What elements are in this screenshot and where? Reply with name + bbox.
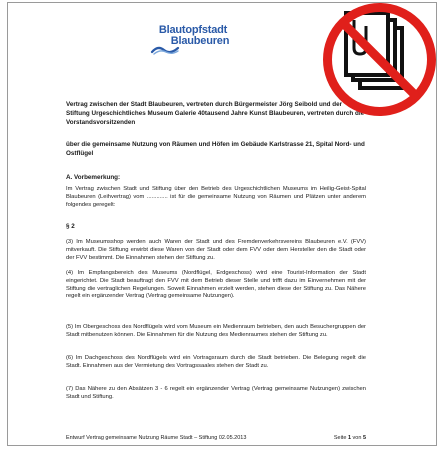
clause-4: (4) Im Empfangsbereich des Museums (Nordflügel, Erdgeschoss) wird eine Tourist-Information der Stadt eingerichtet. Die Stadt beauftragt den FVV mit dem Betrieb dieser Stelle und trifft dazu im Einvernehmen mit der Stiftung die vertraglichen Regelungen. Soweit Einnahmen erzielt werden, stehen diese der Stiftung zu. Das Nähere regelt ein ergänzender Vertrag (Vertrag gemeinsame Nutzungen).	[66, 270, 366, 300]
logo-line1: Blautopfstadt	[158, 24, 228, 36]
contract-title: Vertrag zwischen der Stadt Blaubeuren, vertreten durch Bürgermeister Jörg Seibold und der Stiftung Urgeschichtliches Museum Galerie 40tausend Jahre Kunst Blaubeuren, vertreten durch die Vorstandsvorsitzenden	[66, 101, 365, 126]
footer-left: Entwurf Vertrag gemeinsame Nutzung Räume Stadt – Stiftung 02.05.2013	[66, 435, 247, 441]
logo-line2: Blaubeuren	[170, 35, 230, 47]
clause-3: (3) Im Museumsshop werden auch Waren der Stadt und des Fremdenverkehrsvereins Blaubeuren e.V. (FVV) mitverkauft. Die Stiftung erwirbt diese Waren von der Stadt oder dem FVV oder dem Hersteller den die Stadt oder der FVV bestimmt. Die Einnahmen stehen der Stiftung zu.	[66, 239, 366, 261]
no-documents-icon	[320, 0, 439, 119]
page-prefix: Seite	[333, 435, 347, 441]
page-of: von	[352, 435, 362, 441]
contract-subtitle: über die gemeinsame Nutzung von Räumen und Höfen im Gebäude Karlstrasse 21, Spital Nord- und Ostflügel	[66, 141, 365, 157]
city-logo	[148, 25, 238, 55]
page-current: 1	[347, 435, 351, 441]
clause-7: (7) Das Nähere zu den Absätzen 3 - 6 regelt ein ergänzender Vertrag (Vertrag gemeinsame Nutzungen) zwischen Stadt und Stiftung.	[66, 386, 366, 400]
page-total: 5	[362, 435, 366, 441]
paragraph-mark: § 2	[66, 223, 75, 230]
logo-wave-icon	[150, 43, 180, 55]
page-footer	[66, 435, 366, 441]
page-number	[334, 435, 366, 441]
section-heading: A. Vorbemerkung:	[66, 174, 121, 181]
clause-6: (6) Im Dachgeschoss des Nordflügels wird ein Vortragsraum durch die Stadt betrieben. Die Belegung regelt die Stadt. Einnahmen aus der Vermietung des Vortragssaales stehen der Stadt zu.	[66, 355, 366, 369]
intro-paragraph: Im Vertrag zwischen Stadt und Stiftung über den Betrieb des Urgeschichtlichen Museums im Heilig-Geist-Spital Blaubeuren (Leihvertrag) vom ............. ist für die gemeinsame Nutzung von Räumen und Plätzen unter anderem folgendes geregelt:	[66, 186, 366, 208]
clause-5: (5) Im Obergeschoss des Nordflügels wird vom Museum ein Medienraum betrieben, den auch Besuchergruppen der Stadt mitbenutzen können. Die Einnahmen für die Nutzung des Medienraumes stehen der Stiftung zu.	[66, 324, 366, 338]
